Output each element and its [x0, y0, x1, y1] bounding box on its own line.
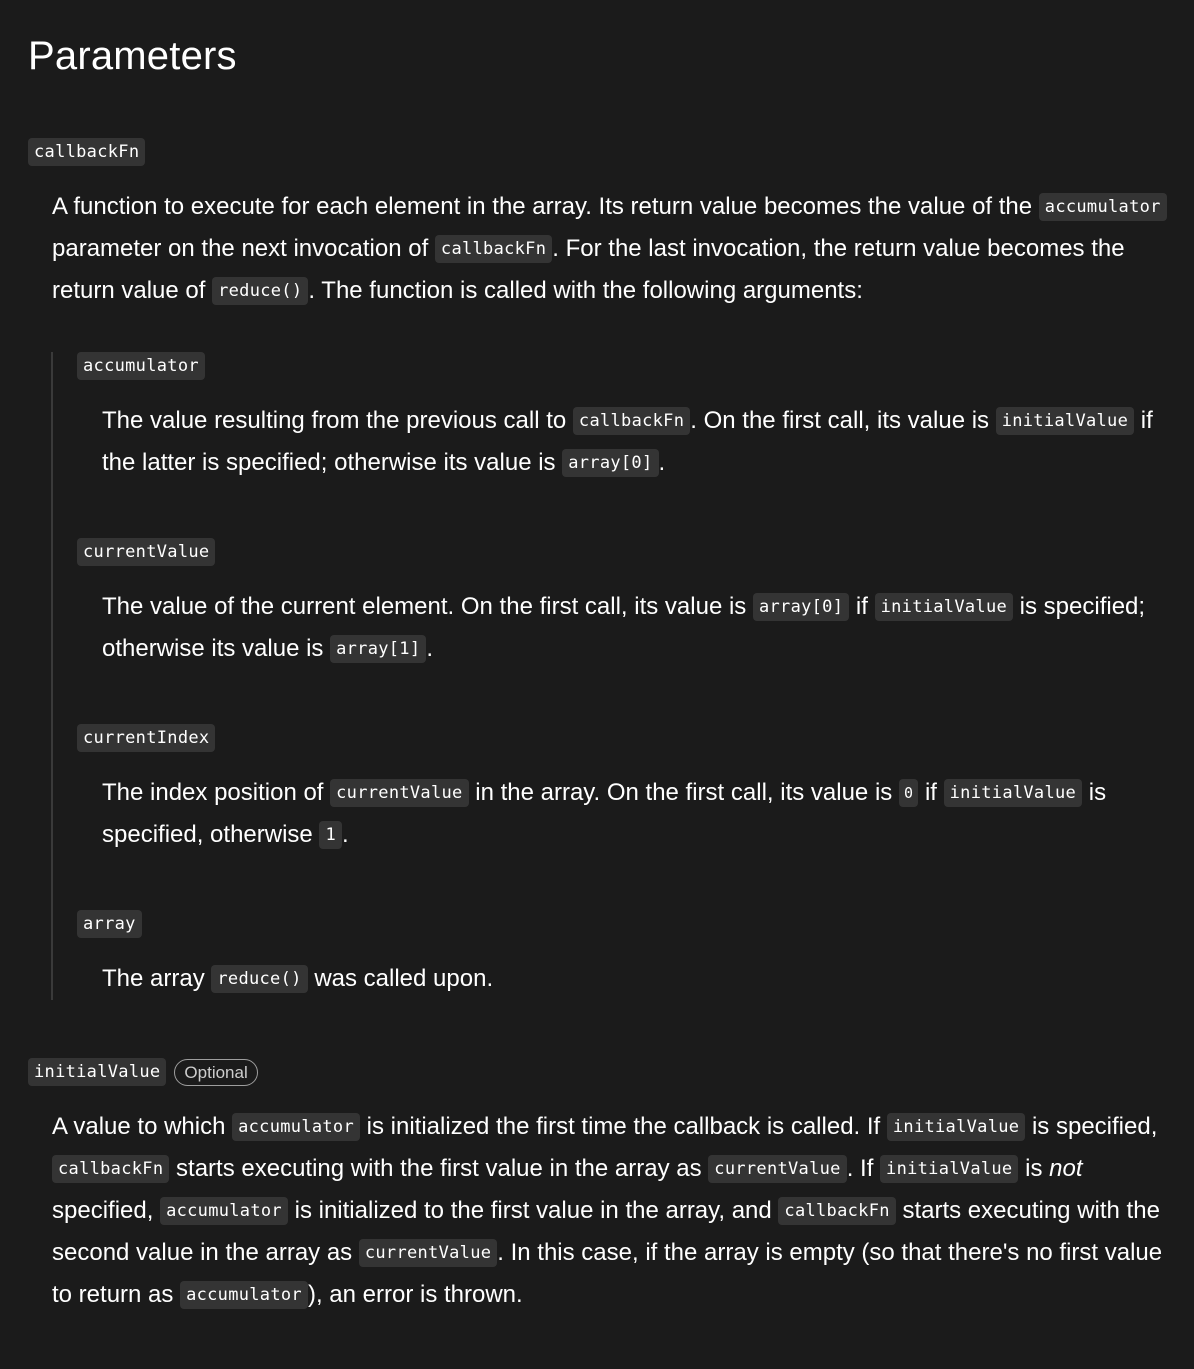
- param-description-callbackfn: [52, 186, 1172, 312]
- arg-description-currentindex: [102, 772, 1167, 856]
- code-reduce: reduce(): [211, 965, 307, 993]
- arg-term-currentvalue: [77, 538, 1167, 566]
- param-term-initialvalue: [28, 1058, 1194, 1086]
- text: starts executing with the first value in the array as: [169, 1155, 709, 1182]
- text: . In this case, if the array is empty (so that there's no first value to return as: [52, 1239, 1163, 1308]
- section-heading: Parameters: [28, 34, 237, 78]
- text: is specified, otherwise: [102, 779, 1107, 848]
- code-currentvalue: currentValue: [708, 1155, 846, 1183]
- code-initialvalue: initialValue: [944, 779, 1082, 807]
- text: if: [849, 593, 875, 620]
- code-accumulator: accumulator: [232, 1113, 360, 1141]
- arg-term-currentindex: [77, 724, 1167, 752]
- code-currentvalue: currentValue: [330, 779, 468, 807]
- arg-description-array: [102, 958, 1167, 1000]
- arg-description-accumulator: [102, 400, 1167, 484]
- text: The array: [102, 965, 212, 992]
- text: .: [658, 449, 666, 476]
- code-array-1: array[1]: [330, 635, 426, 663]
- code-callbackfn: callbackFn: [573, 407, 690, 435]
- code-reduce: reduce(): [212, 277, 308, 305]
- code-accumulator: accumulator: [160, 1197, 288, 1225]
- arg-name-currentvalue: currentValue: [77, 538, 215, 566]
- text: is: [1018, 1155, 1050, 1182]
- code-currentvalue: currentValue: [359, 1239, 497, 1267]
- param-name-callbackfn: callbackFn: [28, 138, 145, 166]
- text: The index position of: [102, 779, 331, 806]
- text: .: [342, 821, 349, 848]
- code-callbackfn: callbackFn: [435, 235, 552, 263]
- code-array-0: array[0]: [562, 449, 658, 477]
- text: is initialized to the first value in the array, and: [287, 1197, 779, 1224]
- text: if the latter is specified; otherwise its value is: [102, 407, 1153, 476]
- code-initialvalue: initialValue: [996, 407, 1134, 435]
- code-initialvalue: initialValue: [887, 1113, 1025, 1141]
- text: specified,: [52, 1197, 161, 1224]
- text: . On the first call, its value is: [690, 407, 996, 434]
- text: . If: [846, 1155, 881, 1182]
- param-term-callbackfn: [28, 138, 1194, 166]
- code-one: 1: [319, 821, 342, 849]
- text: .: [426, 635, 434, 662]
- arg-name-accumulator: accumulator: [77, 352, 205, 380]
- text: . For the last invocation, the return value becomes the return value of: [52, 235, 1125, 304]
- arg-name-currentindex: currentIndex: [77, 724, 215, 752]
- text: A function to execute for each element in the array. Its return value becomes the value of the: [52, 193, 1039, 220]
- text: A value to which: [52, 1113, 233, 1140]
- text: ), an error is thrown.: [307, 1281, 523, 1308]
- text: in the array. On the first call, its value is: [468, 779, 899, 806]
- emphasis-not: not: [1049, 1155, 1083, 1182]
- code-array-0: array[0]: [753, 593, 849, 621]
- callback-arguments-list: [51, 352, 1167, 1000]
- code-zero: 0: [899, 779, 918, 807]
- code-accumulator: accumulator: [180, 1281, 308, 1309]
- text: was called upon.: [307, 965, 494, 992]
- text: starts executing with the second value in the array as: [52, 1197, 1160, 1266]
- code-initialvalue: initialValue: [880, 1155, 1018, 1183]
- code-initialvalue: initialValue: [875, 593, 1013, 621]
- arg-term-accumulator: [77, 352, 1167, 380]
- param-name-initialvalue: initialValue: [28, 1058, 166, 1086]
- text: is specified; otherwise its value is: [102, 593, 1146, 662]
- text: is initialized the first time the callback is called. If: [360, 1113, 887, 1140]
- text: The value of the current element. On the first call, its value is: [102, 593, 753, 620]
- code-accumulator: accumulator: [1039, 193, 1167, 221]
- text: The value resulting from the previous call to: [102, 407, 573, 434]
- code-callbackfn: callbackFn: [52, 1155, 169, 1183]
- text: . The function is called with the following arguments:: [308, 277, 863, 304]
- code-callbackfn: callbackFn: [778, 1197, 895, 1225]
- param-description-initialvalue: [52, 1106, 1172, 1316]
- arg-name-array: array: [77, 910, 142, 938]
- optional-badge: Optional: [174, 1059, 257, 1086]
- text: parameter on the next invocation of: [52, 235, 435, 262]
- text: is specified,: [1025, 1113, 1158, 1140]
- arg-description-currentvalue: [102, 586, 1167, 670]
- text: if: [918, 779, 944, 806]
- arg-term-array: [77, 910, 1167, 938]
